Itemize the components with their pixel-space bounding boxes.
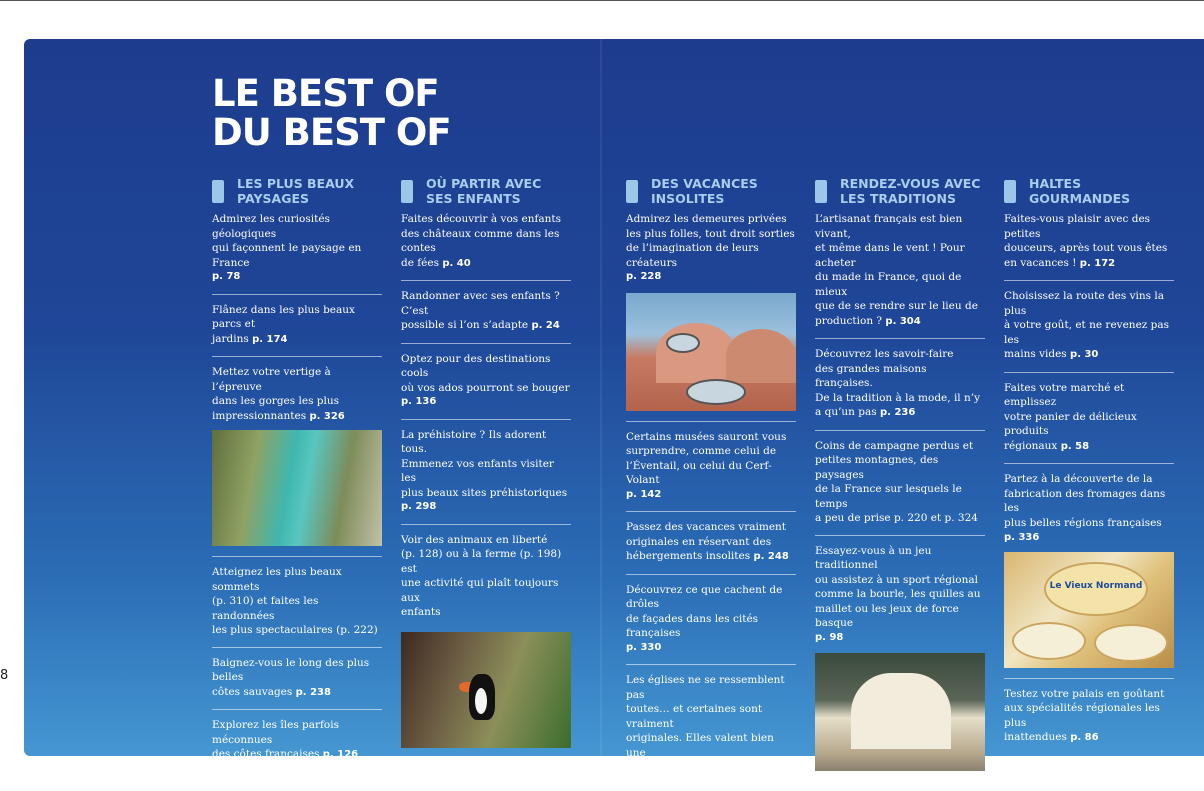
list-item: Certains musées sauront vous surprendre, comme celui de l’Éventail, ou celui du Cerf-Volant p. 142: [626, 421, 796, 513]
list-item: Baignez-vous le long des plus belles côtes sauvages p. 238: [212, 648, 382, 711]
list-item: Explorez les îles parfois méconnues des côtes françaises p. 126: [212, 719, 359, 760]
puffin-photo: [401, 632, 571, 748]
list-item: Faites-vous plaisir avec des petites douceurs, après tout vous êtes en vacances ! p. 172: [1004, 212, 1174, 281]
heading-line: RENDEZ-VOUS AVEC: [840, 176, 981, 191]
heading-marker-icon: [1004, 180, 1016, 203]
page-ref: p. 86: [1070, 732, 1099, 743]
pelota-court-photo: [815, 653, 985, 771]
page-ref: p. 326: [309, 410, 345, 422]
list-item: Admirez les demeures privées les plus folles, tout droit sorties de l’imagination de leurs créateurs p. 228: [626, 212, 796, 293]
section-paysages: [212, 176, 382, 772]
page-ref: p. 78: [212, 271, 241, 282]
top-rule: [0, 0, 1204, 1]
heading-line: HALTES: [1029, 176, 1082, 191]
title-line: LE BEST OF: [212, 72, 439, 115]
cheese-label: Le Vieux Normand: [1049, 580, 1143, 591]
heading-marker-icon: [815, 180, 827, 203]
list-item: Atteignez les plus beaux sommets (p. 310) et faites les randonnées les plus spectaculaires (p. 222): [212, 556, 382, 648]
page-ref: p. 142: [626, 488, 662, 500]
cheese-boxes-photo: [1004, 552, 1174, 668]
page-ref: p. 298: [401, 501, 437, 512]
page-ref: p. 248: [753, 551, 789, 562]
list-item: Partez à la découverte de la fabrication des fromages dans les plus belles régions françaises p. 336: [1004, 473, 1166, 543]
page-title: [212, 74, 451, 152]
list-item: La préhistoire ? Ils adorent tous. Emmenez vos enfants visiter les plus beaux sites préhistoriques p. 298: [401, 420, 571, 525]
heading-marker-icon: [626, 180, 638, 203]
section-heading: [401, 176, 571, 208]
page-ref: p. 40: [442, 257, 471, 269]
section-traditions: [815, 176, 985, 771]
title-line: DU BEST OF: [212, 111, 451, 154]
list-item: Testez votre palais en goûtant aux spécialités régionales les plus inattendues p. 86: [1004, 678, 1174, 755]
section-heading: [626, 176, 796, 208]
list-item: Flânez dans les plus beaux parcs et jardins p. 174: [212, 295, 382, 358]
page-ref: p. 304: [885, 315, 921, 327]
page-ref: p. 330: [626, 641, 662, 653]
section-heading: [815, 176, 985, 208]
heading-marker-icon: [401, 180, 413, 203]
section-enfants: [401, 176, 571, 748]
heading-line: SES ENFANTS: [426, 191, 521, 206]
list-item: Faites découvrir à vos enfants des châteaux comme dans les contes de fées p. 40: [401, 212, 571, 281]
list-item: Faites votre marché et emplissez votre panier de délicieux produits régionaux p. 58: [1004, 373, 1174, 465]
heading-line: INSOLITES: [651, 191, 725, 206]
page-ref: p. 238: [295, 686, 331, 698]
list-item: Optez pour des destinations cools où vos ados pourront se bouger p. 136: [401, 344, 571, 420]
page-ref: p. 336: [1004, 532, 1040, 543]
page-ref: p. 228: [626, 271, 662, 282]
page-ref: p. 136: [401, 396, 437, 407]
heading-line: OÙ PARTIR AVEC: [426, 176, 542, 191]
list-item: Mettez votre vertige à l’épreuve dans les gorges les plus impressionnantes p. 326: [212, 366, 345, 422]
bubble-house-photo: [626, 293, 796, 411]
puffin-bird: [469, 674, 495, 720]
page-ref: p. 30: [1070, 349, 1099, 360]
heading-line: LES TRADITIONS: [840, 191, 956, 206]
page-ref: p. 306: [657, 762, 694, 773]
heading-line: DES VACANCES: [651, 176, 758, 191]
list-item: Découvrez les savoir-faire des grandes maisons françaises. De la tradition à la mode, il n’y a qu’un pas p. 236: [815, 339, 985, 431]
list-item: Les églises ne se ressemblent pas toutes… et certaines sont vraiment originales. Elles valent bien une visite p. 306: [626, 674, 785, 773]
heading-line: LES PLUS BEAUX: [237, 176, 355, 191]
section-gourmandes: [1004, 176, 1174, 755]
list-item: Essayez-vous à un jeu traditionnel ou assistez à un sport régional comme la bourle, les quilles au maillet ou les jeux de force basque p. 98: [815, 536, 985, 654]
section-heading: [1004, 176, 1174, 208]
list-item: Passez des vacances vraiment originales en réservant des hébergements insolites p. 248: [626, 512, 796, 575]
section-insolites: [626, 176, 796, 785]
gorge-photo: [212, 430, 382, 546]
list-item: Choisissez la route des vins la plus à votre goût, et ne revenez pas les mains vides p. 30: [1004, 281, 1174, 373]
heading-marker-icon: [212, 180, 224, 203]
page-ref: p. 126: [322, 749, 359, 760]
page-ref: p. 98: [815, 631, 844, 643]
list-item: Admirez les curiosités géologiques qui façonnent le paysage en France p. 78: [212, 212, 382, 295]
page-ref: p. 172: [1079, 257, 1116, 269]
list-item: Coins de campagne perdus et petites montagnes, des paysages de la France sur lesquels le temps a peu de prise p. 220 et p. 324: [815, 431, 985, 536]
page-fold: [600, 39, 602, 756]
list-item: L’artisanat français est bien vivant, et même dans le vent ! Pour acheter du made in France, quoi de mieux que de se rendre sur le lieu de production ? p. 304: [815, 212, 985, 339]
page-ref: p. 236: [880, 407, 916, 418]
page-ref: p. 174: [252, 333, 288, 345]
heading-line: GOURMANDES: [1029, 191, 1131, 206]
list-item: Voir des animaux en liberté (p. 128) ou à la ferme (p. 198) est une activité qui plaît toujours aux enfants: [401, 533, 562, 618]
page-number: 8: [0, 668, 9, 683]
list-item: Découvrez ce que cachent de drôles de façades dans les cités françaises p. 330: [626, 575, 796, 666]
page-ref: p. 58: [1060, 440, 1090, 452]
page-ref: p. 24: [531, 320, 560, 331]
heading-line: PAYSAGES: [237, 191, 310, 206]
fronton-wall: [851, 673, 951, 749]
list-item: Randonner avec ses enfants ? C’est possible si l’on s’adapte p. 24: [401, 281, 571, 344]
section-heading: [212, 176, 382, 208]
